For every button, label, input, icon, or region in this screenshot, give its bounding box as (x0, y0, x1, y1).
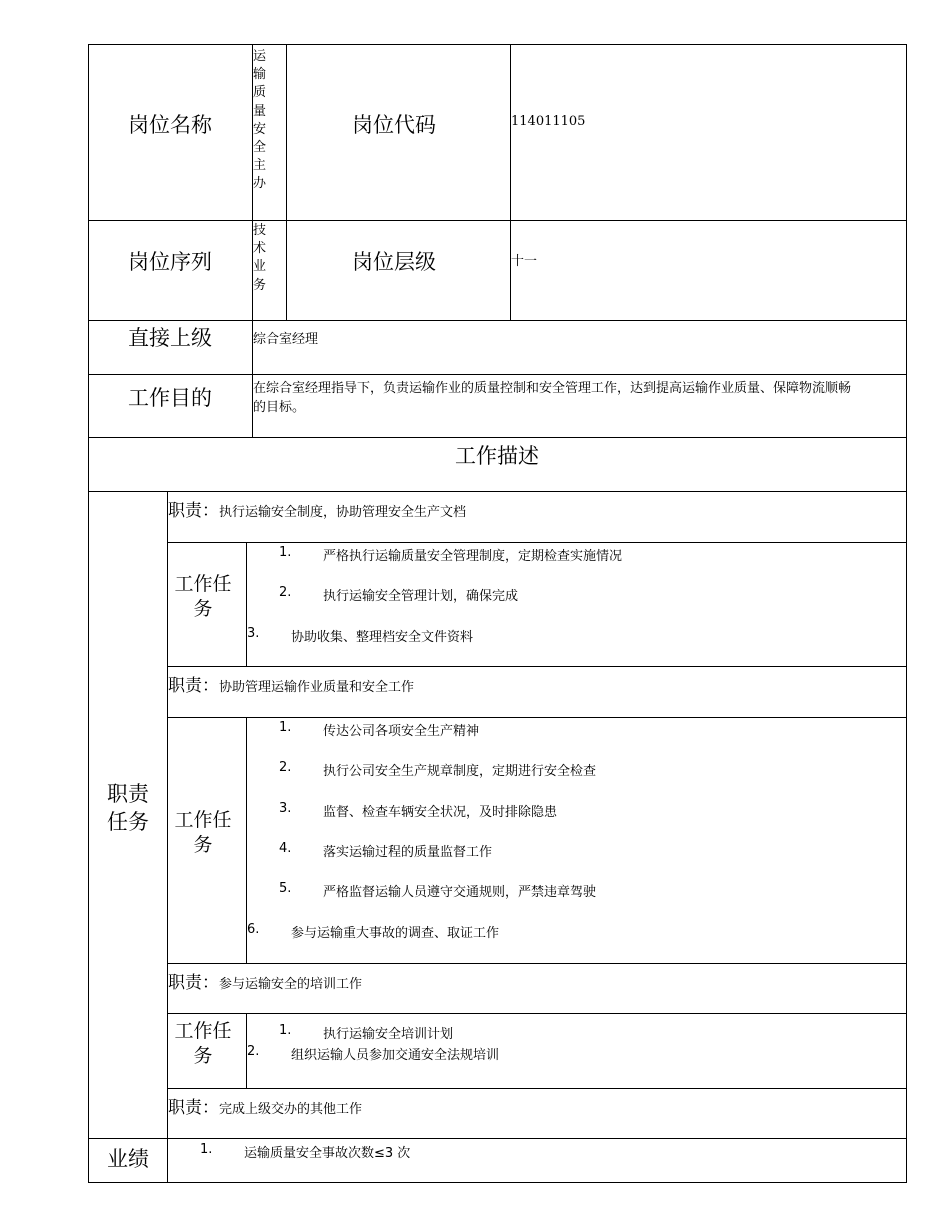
task-label: 工作任 (174, 573, 232, 595)
position-level-value: 十一 (511, 254, 538, 269)
task-text: 落实运输过程的质量监督工作 (323, 845, 493, 860)
duty-text: 参与运输安全的培训工作 (219, 977, 363, 992)
position-series-char: 技 (252, 223, 266, 238)
task-text: 严格执行运输质量安全管理制度，定期检查实施情况 (323, 549, 623, 564)
grid-line (167, 1013, 907, 1014)
duty-text: 完成上级交办的其他工作 (219, 1102, 363, 1117)
position-series-value (252, 222, 267, 295)
grid-line (286, 44, 287, 320)
purpose-value-line1: 在综合室经理指导下，负责运输作业的质量控制和安全管理工作，达到提高运输作业质量、保障物流顺畅 (253, 381, 852, 396)
task-label: 务 (193, 834, 213, 856)
task-number: 2. (279, 585, 292, 600)
position-series-char: 术 (252, 241, 266, 257)
task-number: 1. (279, 1023, 292, 1038)
grid-line (88, 1182, 907, 1183)
grid-line (88, 1138, 907, 1139)
duty-prefix: 职责： (168, 676, 219, 696)
grid-line (167, 717, 907, 718)
performance-label: 业绩 (107, 1147, 149, 1171)
supervisor-value: 综合室经理 (253, 332, 319, 347)
performance-number: 1. (200, 1142, 213, 1157)
task-text: 执行运输安全管理计划，确保完成 (323, 589, 519, 604)
task-text: 参与运输重大事故的调查、取证工作 (291, 926, 500, 941)
grid-line (167, 963, 907, 964)
task-number: 4. (279, 841, 292, 856)
duty-title (168, 1093, 362, 1118)
task-text: 协助收集、整理档安全文件资料 (291, 630, 474, 645)
section-title: 工作描述 (455, 444, 539, 468)
task-text: 监督、检查车辆安全状况，及时排除隐患 (323, 805, 558, 820)
task-text: 组织运输人员参加交通安全法规培训 (291, 1048, 500, 1063)
position-name-label: 岗位名称 (128, 113, 212, 137)
purpose-label: 工作目的 (128, 386, 212, 410)
duty-text: 协助管理运输作业质量和安全工作 (219, 680, 415, 695)
task-number: 2. (279, 760, 292, 775)
duty-prefix: 职责： (168, 973, 219, 993)
position-name-char: 量 (252, 103, 266, 119)
duty-title (168, 496, 466, 521)
position-name-char: 安 (252, 121, 266, 137)
task-label: 务 (193, 1045, 213, 1067)
task-number: 6. (247, 922, 260, 937)
grid-line (167, 542, 907, 543)
grid-line (88, 437, 907, 438)
grid-line (246, 542, 247, 666)
position-level-label: 岗位层级 (352, 250, 436, 274)
task-label: 工作任 (174, 1020, 232, 1042)
position-name-value (252, 48, 267, 194)
grid-line (510, 44, 511, 320)
duty-prefix: 职责： (168, 1098, 219, 1118)
duty-title (168, 671, 414, 696)
task-label: 工作任 (174, 809, 232, 831)
position-name-char: 全 (252, 140, 266, 156)
task-number: 3. (247, 626, 260, 641)
position-name-char: 办 (252, 176, 266, 192)
task-text: 传达公司各项安全生产精神 (323, 724, 480, 739)
grid-line (88, 220, 907, 221)
grid-line (167, 1088, 907, 1089)
task-text: 执行运输安全培训计划 (323, 1027, 454, 1042)
position-name-char: 运 (252, 49, 266, 64)
grid-line (167, 666, 907, 667)
task-number: 1. (279, 545, 292, 560)
task-label: 务 (193, 598, 213, 620)
grid-line (88, 44, 907, 45)
grid-line (906, 44, 907, 1183)
task-number: 3. (279, 801, 292, 816)
task-number: 5. (279, 881, 292, 896)
supervisor-label: 直接上级 (128, 326, 212, 350)
task-number: 1. (279, 720, 292, 735)
grid-line (88, 320, 907, 321)
task-text: 执行公司安全生产规章制度，定期进行安全检查 (323, 764, 597, 779)
position-code-value: 114011105 (511, 114, 586, 129)
grid-line (88, 491, 907, 492)
grid-line (167, 491, 168, 1183)
purpose-value-line2: 的目标。 (253, 400, 306, 415)
position-name-char: 输 (252, 67, 266, 83)
duty-prefix: 职责： (168, 501, 219, 521)
position-series-label: 岗位序列 (128, 250, 212, 274)
grid-line (88, 44, 89, 1183)
task-text: 严格监督运输人员遵守交通规则，严禁违章驾驶 (323, 885, 597, 900)
position-code-label: 岗位代码 (352, 113, 436, 137)
task-number: 2. (247, 1044, 260, 1059)
duty-text: 执行运输安全制度，协助管理安全生产文档 (219, 505, 467, 520)
position-name-char: 质 (252, 85, 266, 101)
duties-label-line2: 任务 (107, 810, 149, 834)
position-series-char: 务 (252, 277, 266, 293)
position-name-char: 主 (252, 158, 266, 174)
grid-line (88, 374, 907, 375)
duties-label-line1: 职责 (107, 782, 149, 806)
position-series-char: 业 (252, 259, 266, 275)
performance-text: 运输质量安全事故次数≤3 次 (244, 1146, 411, 1161)
duty-title (168, 968, 362, 993)
